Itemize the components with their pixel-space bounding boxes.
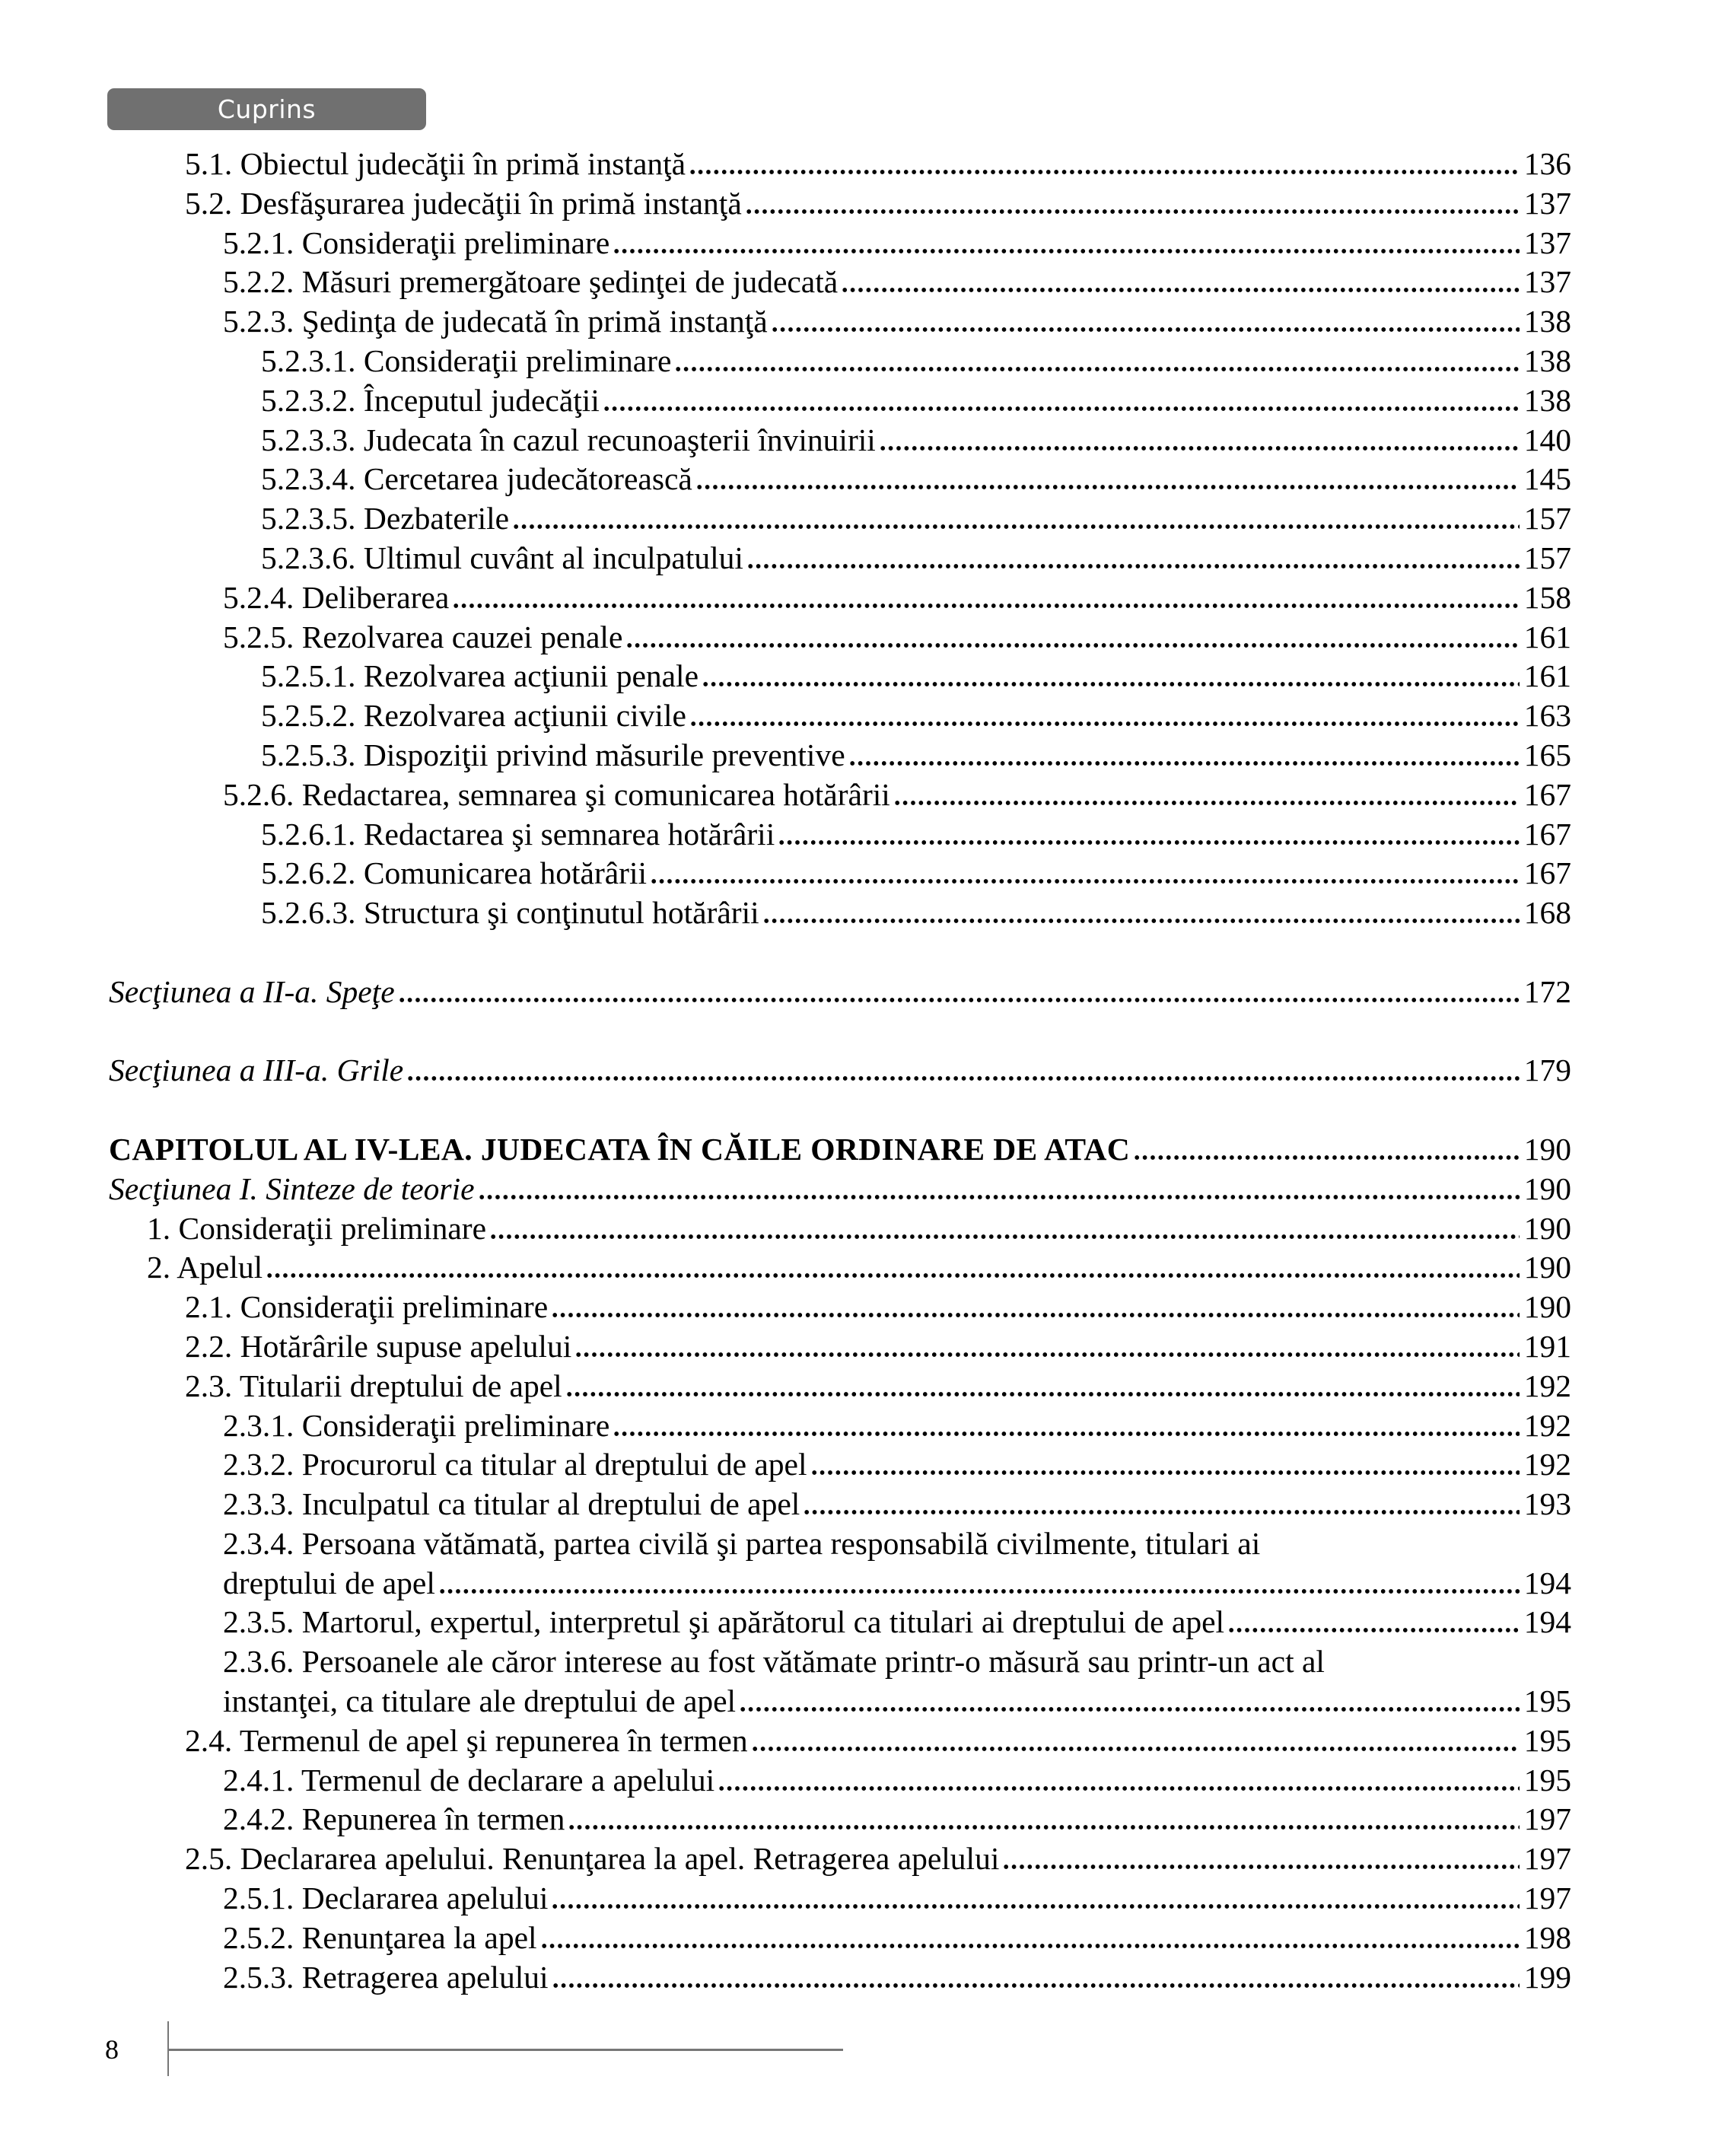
toc-entry [0, 1879, 1571, 1919]
dot-leader [398, 995, 1520, 1002]
toc-entry-title[interactable]: 5.2.3.2. Începutul judecăţii [261, 382, 600, 418]
toc-entry [0, 893, 1571, 933]
toc-entry-title[interactable]: 5.2.6.1. Redactarea şi semnarea hotărârii [261, 816, 775, 852]
toc-page-number[interactable]: 140 [1523, 422, 1571, 457]
toc-entry [0, 1327, 1571, 1367]
dot-leader [489, 1231, 1520, 1239]
toc-entry-title[interactable]: 5.2.6.2. Comunicarea hotărârii [261, 855, 648, 891]
footer-horizontal-rule [168, 2049, 843, 2051]
toc-entry-title[interactable]: 2.3.3. Inculpatul ca titular al dreptului de apel [223, 1486, 800, 1522]
toc-entry [0, 1800, 1571, 1839]
dot-leader [1133, 1152, 1520, 1160]
toc-page-number[interactable]: 165 [1523, 737, 1571, 772]
toc-page-number[interactable]: 190 [1523, 1210, 1571, 1246]
toc-entry [0, 973, 1571, 1012]
dot-leader [565, 1389, 1520, 1396]
dot-leader [848, 758, 1520, 766]
toc-entry [0, 1209, 1571, 1249]
dot-leader [702, 679, 1520, 686]
toc-entry [0, 736, 1571, 775]
toc-entry [0, 696, 1571, 736]
toc-entry [0, 499, 1571, 539]
dot-leader [438, 1586, 1520, 1594]
toc-entry [0, 381, 1571, 421]
toc-page-number[interactable]: 136 [1523, 146, 1571, 181]
toc-entry [0, 578, 1571, 618]
dot-leader [879, 443, 1520, 451]
toc-entry [0, 302, 1571, 342]
dot-leader [803, 1507, 1519, 1514]
toc-entry-title[interactable]: 2.3.1. Consideraţii preliminare [223, 1407, 610, 1443]
dot-leader [746, 561, 1520, 568]
toc-page-number[interactable]: 192 [1523, 1447, 1571, 1482]
toc-page-number[interactable]: 197 [1523, 1841, 1571, 1877]
dot-leader [625, 640, 1519, 648]
toc-entry [0, 1564, 1571, 1603]
toc-entry-title[interactable]: Secţiunea I. Sinteze de teorie [109, 1170, 475, 1206]
dot-leader [1227, 1625, 1520, 1632]
toc-page-number[interactable]: 145 [1523, 461, 1571, 497]
dot-leader [841, 285, 1520, 292]
toc-entry-title[interactable]: 2.3.5. Martorul, expertul, interpretul şi apărătorul ca titulari ai dreptului de apel [223, 1604, 1225, 1640]
dot-leader [739, 1704, 1520, 1712]
toc-entry [0, 224, 1571, 263]
toc-spacer [0, 1091, 1571, 1130]
toc-entry-title[interactable]: 5.2.6. Redactarea, semnarea şi comunicarea hotărârii [223, 776, 890, 812]
toc-page-number[interactable]: 168 [1523, 895, 1571, 931]
toc-entry-title[interactable]: 5.2.3.1. Consideraţii preliminare [261, 342, 672, 378]
toc-entry-title[interactable]: 2.4.1. Termenul de declarare a apelului [223, 1762, 715, 1798]
dot-leader [650, 876, 1520, 884]
toc-page-number[interactable]: 197 [1523, 1801, 1571, 1837]
toc-page-number[interactable]: 163 [1523, 698, 1571, 734]
toc-entry-title[interactable]: 2.4.2. Repunerea în termen [223, 1801, 565, 1837]
dot-leader [568, 1822, 1519, 1830]
toc-page-number[interactable]: 157 [1523, 540, 1571, 575]
dot-leader [551, 1310, 1520, 1317]
toc-entry-title[interactable]: 2.2. Hotărârile supuse apelului [185, 1328, 572, 1364]
toc-page-number[interactable]: 138 [1523, 342, 1571, 378]
toc-entry [0, 1839, 1571, 1879]
toc-entry-line [0, 1642, 1571, 1682]
toc-entry-title[interactable]: 5.2.5.1. Rezolvarea acţiunii penale [261, 658, 699, 694]
toc-entry [0, 1288, 1571, 1327]
toc-entry-title[interactable]: 2.5.2. Renunţarea la apel [223, 1919, 537, 1955]
toc-entry-title[interactable]: 5.2.3.5. Dezbaterile [261, 501, 510, 537]
toc-page-number[interactable]: 193 [1523, 1486, 1571, 1522]
toc-entry-title[interactable]: Secţiunea a II-a. Speţe [109, 973, 395, 1009]
toc-entry [0, 1248, 1571, 1288]
toc-entry-title[interactable]: 5.2.5.3. Dispoziţii privind măsurile preventive [261, 737, 845, 772]
toc-entry [0, 342, 1571, 381]
toc-page-number[interactable]: 195 [1523, 1762, 1571, 1798]
toc-entry [0, 1130, 1571, 1170]
toc-page-number[interactable]: 190 [1523, 1289, 1571, 1325]
toc-page-number[interactable]: 190 [1523, 1170, 1571, 1206]
toc-page-number[interactable]: 199 [1523, 1959, 1571, 1995]
toc-entry-title[interactable]: 5.2.3.6. Ultimul cuvânt al inculpatului [261, 540, 743, 575]
dot-leader [540, 1941, 1520, 1948]
toc-page-number[interactable]: 161 [1523, 658, 1571, 694]
toc-page-number[interactable]: 192 [1523, 1368, 1571, 1403]
dot-leader [689, 718, 1520, 726]
toc-entry [0, 1721, 1571, 1761]
dot-leader [613, 246, 1519, 253]
toc-page-number[interactable]: 194 [1523, 1604, 1571, 1640]
toc-entry [0, 460, 1571, 499]
toc-entry [0, 263, 1571, 302]
toc-page-number[interactable]: 190 [1523, 1250, 1571, 1285]
toc-entry [0, 421, 1571, 460]
toc-page-number[interactable]: 167 [1523, 776, 1571, 812]
dot-leader [810, 1467, 1520, 1475]
page-number: 8 [105, 2034, 119, 2065]
toc-entry-title[interactable]: 2.3.4. Persoana vătămată, partea civilă şi partea responsabilă civilmente, titulari ai [223, 1525, 1261, 1561]
dot-leader [689, 167, 1520, 174]
toc-entry-title[interactable]: 5.2.2. Măsuri premergătoare şedinţei de judecată [223, 264, 839, 300]
toc-entry-title[interactable]: 2.3.2. Procurorul ca titular al dreptului de apel [223, 1447, 807, 1482]
dot-leader [771, 324, 1520, 332]
table-of-contents [0, 145, 1709, 1997]
toc-entry [0, 1761, 1571, 1801]
dot-leader [762, 916, 1520, 923]
toc-page-number[interactable]: 172 [1523, 973, 1571, 1009]
toc-page-number[interactable]: 137 [1523, 185, 1571, 221]
toc-page-number[interactable]: 194 [1523, 1565, 1571, 1600]
toc-entry-title[interactable]: 5.2.4. Deliberarea [223, 579, 450, 615]
toc-entry [0, 1445, 1571, 1485]
dot-leader [552, 1980, 1520, 1988]
toc-entry-title[interactable]: Secţiunea a III-a. Grile [109, 1053, 404, 1088]
dot-leader [778, 837, 1520, 845]
toc-page-number[interactable]: 179 [1523, 1053, 1571, 1088]
toc-page-number[interactable]: 138 [1523, 382, 1571, 418]
toc-entry-title[interactable]: 5.2.3.4. Cercetarea judecătorească [261, 461, 692, 497]
toc-entry [0, 145, 1571, 184]
toc-page-number[interactable]: 137 [1523, 264, 1571, 300]
toc-page-number[interactable]: 167 [1523, 855, 1571, 891]
toc-page-number[interactable]: 167 [1523, 816, 1571, 852]
toc-page-number[interactable]: 192 [1523, 1407, 1571, 1443]
toc-entry-title[interactable]: 5.2.6.3. Structura şi conţinutul hotărârii [261, 895, 759, 931]
toc-entry-title[interactable]: 2.5.3. Retragerea apelului [223, 1959, 549, 1995]
toc-entry-title[interactable]: 5.2.5. Rezolvarea cauzei penale [223, 619, 623, 654]
dot-leader [452, 600, 1519, 608]
toc-spacer [0, 933, 1571, 973]
toc-entry [0, 815, 1571, 855]
toc-entry-title[interactable]: dreptului de apel [223, 1565, 435, 1600]
toc-entry-title[interactable]: 5.2.3. Şedinţa de judecată în primă instanţă [223, 304, 768, 339]
toc-entry-title[interactable]: 2.1. Consideraţii preliminare [185, 1289, 549, 1325]
dot-leader [893, 798, 1520, 805]
dot-leader [603, 403, 1520, 411]
dot-leader [674, 364, 1519, 371]
toc-entry-title[interactable]: 1. Consideraţii preliminare [147, 1210, 487, 1246]
toc-entry [0, 1958, 1571, 1998]
toc-page-number[interactable]: 195 [1523, 1722, 1571, 1758]
toc-page-number[interactable]: 161 [1523, 619, 1571, 654]
toc-entry [0, 1170, 1571, 1209]
toc-entry-title[interactable]: CAPITOLUL AL IV-LEA. JUDECATA ÎN CĂILE ORDINARE DE ATAC [109, 1131, 1131, 1167]
toc-page-number[interactable]: 158 [1523, 579, 1571, 615]
dot-leader [1002, 1861, 1519, 1869]
toc-entry [0, 1919, 1571, 1958]
toc-entry-title[interactable]: 5.2.3.3. Judecata în cazul recunoaşterii învinuirii [261, 422, 876, 457]
dot-leader [406, 1073, 1520, 1081]
toc-entry-line [0, 1524, 1571, 1564]
toc-entry-title[interactable]: 2.3.6. Persoanele ale căror interese au fost vătămate printr-o măsură sau printr-un act al [223, 1644, 1325, 1680]
toc-entry [0, 1682, 1571, 1721]
toc-entry [0, 618, 1571, 658]
dot-leader [574, 1349, 1520, 1357]
toc-page-number[interactable]: 157 [1523, 501, 1571, 537]
toc-entry-title[interactable]: 5.1. Obiectul judecăţii în primă instanţă [185, 146, 686, 181]
toc-page-number[interactable]: 198 [1523, 1919, 1571, 1955]
section-header-badge [107, 88, 426, 130]
toc-entry-title[interactable]: 2.5.1. Declararea apelului [223, 1881, 549, 1916]
toc-page-number[interactable]: 138 [1523, 304, 1571, 339]
toc-entry [0, 775, 1571, 815]
toc-entry-title[interactable]: 2. Apelul [147, 1250, 263, 1285]
section-header-title: Cuprins [217, 94, 317, 124]
dot-leader [512, 521, 1520, 529]
dot-leader [745, 206, 1520, 214]
dot-leader [551, 1901, 1519, 1909]
dot-leader [751, 1744, 1520, 1751]
toc-entry [0, 854, 1571, 893]
toc-entry [0, 1485, 1571, 1524]
toc-page-number[interactable]: 197 [1523, 1881, 1571, 1916]
toc-entry [0, 1367, 1571, 1406]
toc-entry-title[interactable]: instanţei, ca titulare ale dreptului de apel [223, 1683, 737, 1719]
dot-leader [266, 1270, 1520, 1278]
dot-leader [695, 482, 1520, 489]
dot-leader [718, 1783, 1520, 1791]
toc-entry [0, 1406, 1571, 1446]
toc-entry [0, 1051, 1571, 1091]
toc-page-number[interactable]: 190 [1523, 1131, 1571, 1167]
toc-page-number[interactable]: 191 [1523, 1328, 1571, 1364]
toc-entry-title[interactable]: 5.2. Desfăşurarea judecăţii în primă instanţă [185, 185, 742, 221]
toc-entry [0, 1603, 1571, 1642]
toc-entry [0, 657, 1571, 696]
toc-entry [0, 539, 1571, 578]
toc-entry-title[interactable]: 5.2.1. Consideraţii preliminare [223, 225, 610, 260]
toc-entry-title[interactable]: 2.5. Declararea apelului. Renunţarea la apel. Retragerea apelului [185, 1841, 1000, 1877]
toc-entry-title[interactable]: 2.3. Titularii dreptului de apel [185, 1368, 562, 1403]
toc-page-number[interactable]: 195 [1523, 1683, 1571, 1719]
toc-entry-title[interactable]: 2.4. Termenul de apel şi repunerea în termen [185, 1722, 748, 1758]
toc-entry [0, 184, 1571, 224]
toc-spacer [0, 1012, 1571, 1052]
toc-entry-title[interactable]: 5.2.5.2. Rezolvarea acţiunii civile [261, 698, 686, 734]
toc-page-number[interactable]: 137 [1523, 225, 1571, 260]
dot-leader [613, 1428, 1519, 1436]
dot-leader [478, 1192, 1520, 1199]
